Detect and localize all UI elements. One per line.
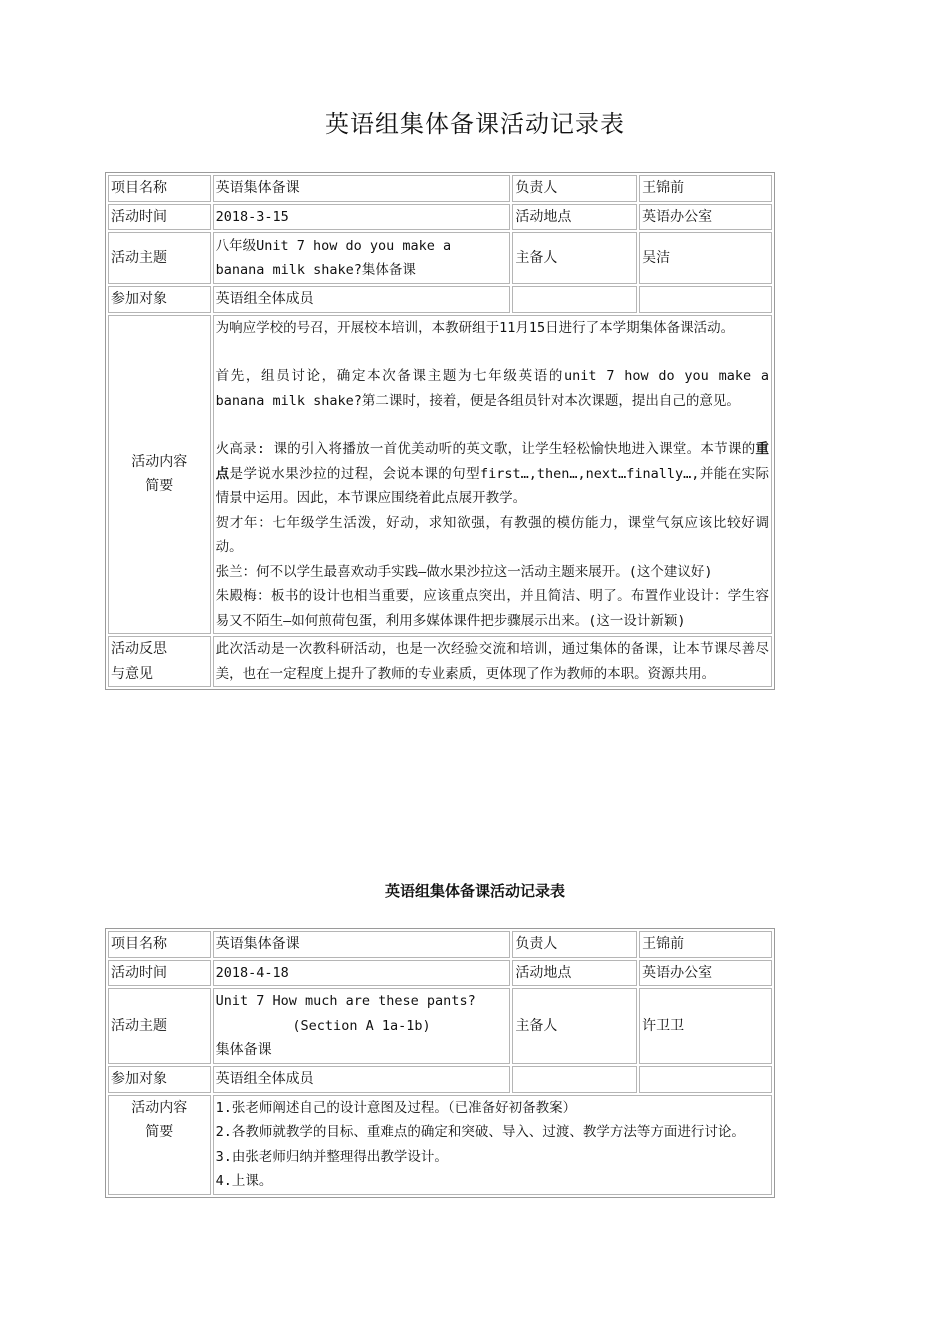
leader-label: 负责人 bbox=[512, 931, 637, 958]
theme-value bbox=[213, 988, 511, 1064]
empty-cell bbox=[639, 286, 772, 313]
participants-value: 英语组全体成员 bbox=[213, 286, 511, 313]
participants-label: 参加对象 bbox=[108, 1066, 211, 1093]
leader-value: 王锦前 bbox=[639, 175, 772, 202]
main-preparer-label: 主备人 bbox=[512, 988, 637, 1064]
table-row bbox=[108, 286, 772, 313]
content-label-line: 活动内容 bbox=[131, 453, 188, 470]
table-row bbox=[108, 232, 772, 284]
participants-label: 参加对象 bbox=[108, 286, 211, 313]
theme-value bbox=[213, 232, 511, 284]
list-item: 3.由张老师归纳并整理得出教学设计。 bbox=[215, 1148, 448, 1165]
time-label: 活动时间 bbox=[108, 960, 211, 987]
paragraph bbox=[216, 437, 769, 511]
place-label: 活动地点 bbox=[512, 204, 637, 231]
content-label bbox=[108, 1095, 211, 1195]
table-row bbox=[108, 1095, 772, 1195]
table-row bbox=[108, 931, 772, 958]
participants-value: 英语组全体成员 bbox=[213, 1066, 511, 1093]
leader-label: 负责人 bbox=[512, 175, 637, 202]
place-value: 英语办公室 bbox=[639, 204, 772, 231]
page-title: 英语组集体备课活动记录表 bbox=[325, 110, 625, 138]
table-row bbox=[108, 1066, 772, 1093]
paragraph: 为响应学校的号召，开展校本培训，本教研组于11月15日进行了本学期集体备课活动。 bbox=[215, 319, 735, 336]
time-value: 2018-4-18 bbox=[213, 960, 511, 987]
paragraph-text: 是学说水果沙拉的过程，会说本课的句型first…,then…,next…finally…,并能在实际情景中运用。因此，本节课应围绕着此点展开教学。 bbox=[215, 465, 770, 506]
empty-cell bbox=[512, 286, 637, 313]
paragraph: 首先，组员讨论，确定本次备课主题为七年级英语的unit 7 how do you make a banana milk shake?第二课时，接着，便是各组员针对本次课题，提出自己的意见。 bbox=[215, 368, 769, 409]
theme-label: 活动主题 bbox=[108, 988, 211, 1064]
place-label: 活动地点 bbox=[512, 960, 637, 987]
empty-cell bbox=[639, 1066, 772, 1093]
theme-line: banana milk shake?集体备课 bbox=[215, 262, 416, 278]
project-value: 英语集体备课 bbox=[213, 175, 511, 202]
section-title: 英语组集体备课活动记录表 bbox=[384, 882, 565, 900]
table-row bbox=[108, 960, 772, 987]
reflection-label-line: 与意见 bbox=[111, 665, 153, 682]
place-value: 英语办公室 bbox=[639, 960, 772, 987]
reflection-label bbox=[108, 636, 211, 687]
main-preparer-label: 主备人 bbox=[512, 232, 637, 284]
main-preparer-value: 许卫卫 bbox=[639, 988, 772, 1064]
project-label: 项目名称 bbox=[108, 175, 211, 202]
table-row bbox=[108, 988, 772, 1064]
content-label bbox=[108, 315, 211, 635]
reflection-text: 此次活动是一次教科研活动，也是一次经验交流和培训，通过集体的备课，让本节课尽善尽美，也在一定程度上提升了教师的专业素质，更体现了作为教师的本职。资源共用。 bbox=[213, 636, 772, 687]
table-row bbox=[108, 204, 772, 231]
content-label-line: 活动内容 bbox=[131, 1099, 188, 1116]
content-label-line: 简要 bbox=[145, 478, 174, 495]
paragraph-text: 火高录: 课的引入将播放一首优美动听的英文歌，让学生轻松愉快地进入课堂。本节课的 bbox=[215, 441, 756, 457]
list-item: 2.各教师就教学的目标、重难点的确定和突破、导入、过渡、教学方法等方面进行讨论。 bbox=[215, 1124, 745, 1140]
leader-value: 王锦前 bbox=[639, 931, 772, 958]
content-label-line: 简要 bbox=[145, 1124, 174, 1140]
paragraph: 张兰：何不以学生最喜欢动手实践—做水果沙拉这一活动主题来展开。(这个建议好) bbox=[215, 563, 713, 580]
emphasis-text: 重点 bbox=[215, 441, 769, 482]
table-row bbox=[108, 315, 772, 635]
theme-label: 活动主题 bbox=[108, 232, 211, 284]
project-value: 英语集体备课 bbox=[213, 931, 511, 958]
theme-line: 集体备课 bbox=[215, 1042, 272, 1059]
list-item: 4.上课。 bbox=[215, 1173, 273, 1189]
project-label: 项目名称 bbox=[108, 931, 211, 958]
table-row bbox=[108, 636, 772, 687]
paragraph: 贺才年：七年级学生活泼，好动，求知欲强，有教强的模仿能力，课堂气氛应该比较好调动。 bbox=[215, 514, 769, 555]
theme-line: (Section A 1a-1b) bbox=[292, 1017, 431, 1034]
time-label: 活动时间 bbox=[108, 204, 211, 231]
paragraph: 朱殿梅：板书的设计也相当重要，应该重点突出，并且简洁、明了。布置作业设计：学生容易又不陌生—如何煎荷包蛋，利用多媒体课件把步骤展示出来。(这一设计新颖) bbox=[215, 588, 769, 629]
empty-cell bbox=[512, 1066, 637, 1093]
table-row bbox=[108, 175, 772, 202]
record-table-1 bbox=[105, 172, 775, 690]
list-item: 1.张老师阐述自己的设计意图及过程。（已准备好初备教案） bbox=[215, 1099, 577, 1116]
time-value: 2018-3-15 bbox=[213, 204, 511, 231]
reflection-label-line: 活动反思 bbox=[111, 641, 167, 657]
content-summary bbox=[213, 1095, 772, 1195]
theme-line: 八年级Unit 7 how do you make a bbox=[215, 237, 452, 254]
theme-line: Unit 7 How much are these pants? bbox=[215, 993, 476, 1010]
record-table-2 bbox=[105, 928, 775, 1198]
main-preparer-value: 吴洁 bbox=[639, 232, 772, 284]
content-summary bbox=[213, 315, 772, 635]
